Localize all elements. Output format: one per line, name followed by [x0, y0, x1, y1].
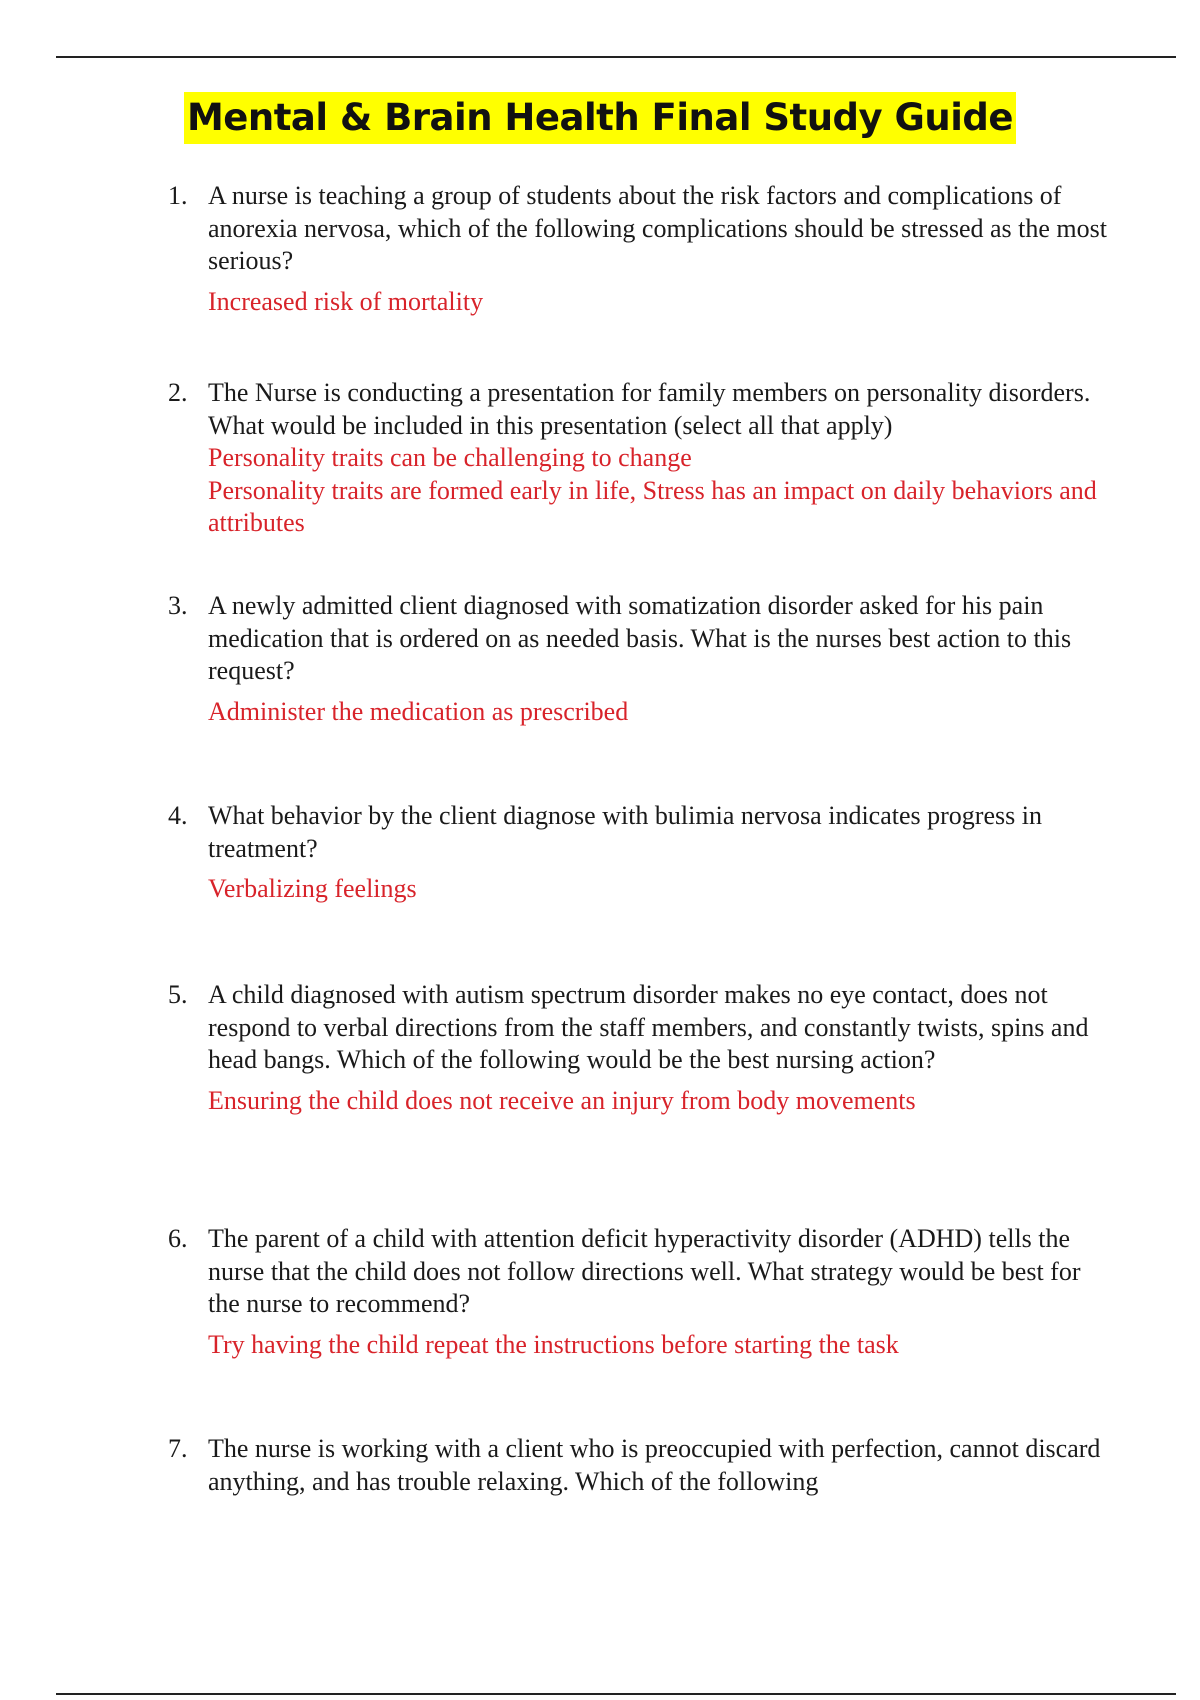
- question-number: 2.: [168, 378, 188, 407]
- question-number: 3.: [168, 591, 188, 620]
- answer-text: Administer the medication as prescribed: [208, 696, 629, 726]
- question-number: 1.: [168, 181, 188, 210]
- question-text: The parent of a child with attention deficit hyperactivity disorder (ADHD) tells the nurse that the child does not follow directions well. What strategy would be best for the nurse to recommend?: [208, 1224, 1081, 1318]
- bottom-rule: [56, 1693, 1176, 1695]
- answer-text: Ensuring the child does not receive an injury from body movements: [208, 1085, 916, 1115]
- question-number: 5.: [168, 980, 188, 1009]
- answer-text: Try having the child repeat the instructions before starting the task: [208, 1329, 899, 1359]
- question-text: A newly admitted client diagnosed with somatization disorder asked for his pain medication that is ordered on as needed basis. What is the nurses best action to this request?: [208, 591, 1072, 685]
- question-item: [168, 1223, 1108, 1361]
- answer-text: Personality traits can be challenging to change: [208, 443, 692, 472]
- question-item: [168, 1433, 1108, 1498]
- answer-text: Increased risk of mortality: [208, 286, 484, 316]
- top-rule: [56, 56, 1176, 58]
- answer-text: Personality traits are formed early in life, Stress has an impact on daily behaviors and attributes: [208, 475, 1097, 537]
- page-title: Mental & Brain Health Final Study Guide: [184, 92, 1016, 144]
- question-item: [168, 180, 1108, 318]
- question-item: [168, 800, 1108, 906]
- question-text: A nurse is teaching a group of students about the risk factors and complications of anorexia nervosa, which of the following complications should be stressed as the most serious?: [208, 181, 1107, 275]
- question-text: What behavior by the client diagnose with bulimia nervosa indicates progress in treatment?: [208, 801, 1042, 863]
- question-text: The nurse is working with a client who is preoccupied with perfection, cannot discard anything, and has trouble relaxing. Which of the following: [208, 1434, 1101, 1496]
- question-number: 6.: [168, 1224, 188, 1253]
- question-item: [168, 979, 1108, 1117]
- answer-text: Verbalizing feelings: [208, 874, 417, 903]
- title-block: [0, 92, 1200, 144]
- question-number: 7.: [168, 1434, 188, 1463]
- question-item: [168, 590, 1108, 728]
- question-text: The Nurse is conducting a presentation for family members on personality disorders. What would be included in this presentation (select all that apply): [208, 378, 1091, 440]
- question-number: 4.: [168, 801, 188, 830]
- question-item: [168, 377, 1108, 540]
- question-text: A child diagnosed with autism spectrum disorder makes no eye contact, does not respond to verbal directions from the staff members, and constantly twists, spins and head bangs. Which of the following would be the best nursing action?: [208, 980, 1089, 1074]
